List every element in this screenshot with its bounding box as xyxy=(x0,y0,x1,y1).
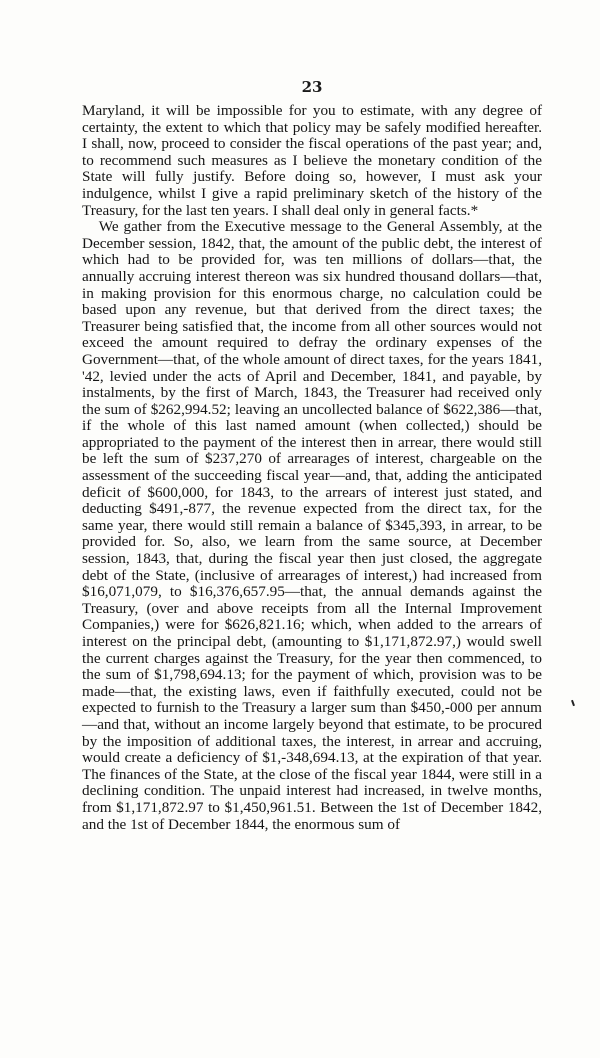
paragraph-1: Maryland, it will be impossible for you to estimate, with any degree of certainty, the extent to which that policy may be safely modified hereafter. I shall, now, proceed to consider the fiscal operations of the past year; and, to recommend such measures as I believe the monetary condition of the State will fully justify. Before doing so, however, I must ask your indulgence, whilst I give a rapid preliminary sketch of the history of the Treasury, for the last ten years. I shall deal only in general facts.* xyxy=(82,102,542,219)
stray-ink-mark xyxy=(571,700,575,706)
body-text xyxy=(82,103,542,833)
paragraph-2: We gather from the Executive message to the General Assembly, at the December session, 1842, that, the amount of the public debt, the interest of which had to be provided for, was ten millions of dollars—that, the annually accruing interest thereon was six hundred thousand dollars—that, in making provision for this enormous charge, no calculation could be based upon any revenue, but that derived from the direct taxes; the Treasurer being satisfied that, the income from all other sources would not exceed the amount required to defray the ordinary expenses of the Government—that, of the whole amount of direct taxes, for the years 1841, '42, levied under the acts of April and December, 1841, and payable, by instalments, by the first of March, 1843, the Treasurer had received only the sum of $262,994.52; leaving an uncollected balance of $622,386—that, if the whole of this last named amount (when collected,) should be appropriated to the payment of the interest then in arrear, there would still be left the sum of $237,270 of arrearages of interest, chargeable on the assessment of the succeeding fiscal year—and, that, adding the anticipated deficit of $600,000, for 1843, to the arrears of interest just stated, and deducting $491,-877, the revenue expected from the direct tax, for the same year, there would still remain a balance of $345,393, in arrear, to be provided for. So, also, we learn from the same source, at December session, 1843, that, during the fiscal year then just closed, the aggregate debt of the State, (inclusive of arrearages of interest,) had increased from $16,071,079, to $16,376,657.95—that, the annual demands against the Treasury, (over and above receipts from all the Internal Improvement Companies,) were for $626,821.16; which, when added to the arrears of interest on the principal debt, (amounting to $1,171,872.97,) would swell the current charges against the Treasury, for the year then commenced, to the sum of $1,798,694.13; for the payment of which, provision was to be made—that, the existing laws, even if faithfully executed, could not be expected to furnish to the Treasury a larger sum than $450,-000 per annum—and that, without an income largely beyond that estimate, to be procured by the imposition of additional taxes, the interest, in arrear and accruing, would create a deficiency of $1,-348,694.13, at the expiration of that year. The finances of the State, at the close of the fiscal year 1844, were still in a declining condition. The unpaid interest had increased, in twelve months, from $1,171,872.97 to $1,450,961.51. Between the 1st of December 1842, and the 1st of December 1844, the enormous sum of xyxy=(82,218,542,833)
page-number: 23 xyxy=(301,78,323,96)
